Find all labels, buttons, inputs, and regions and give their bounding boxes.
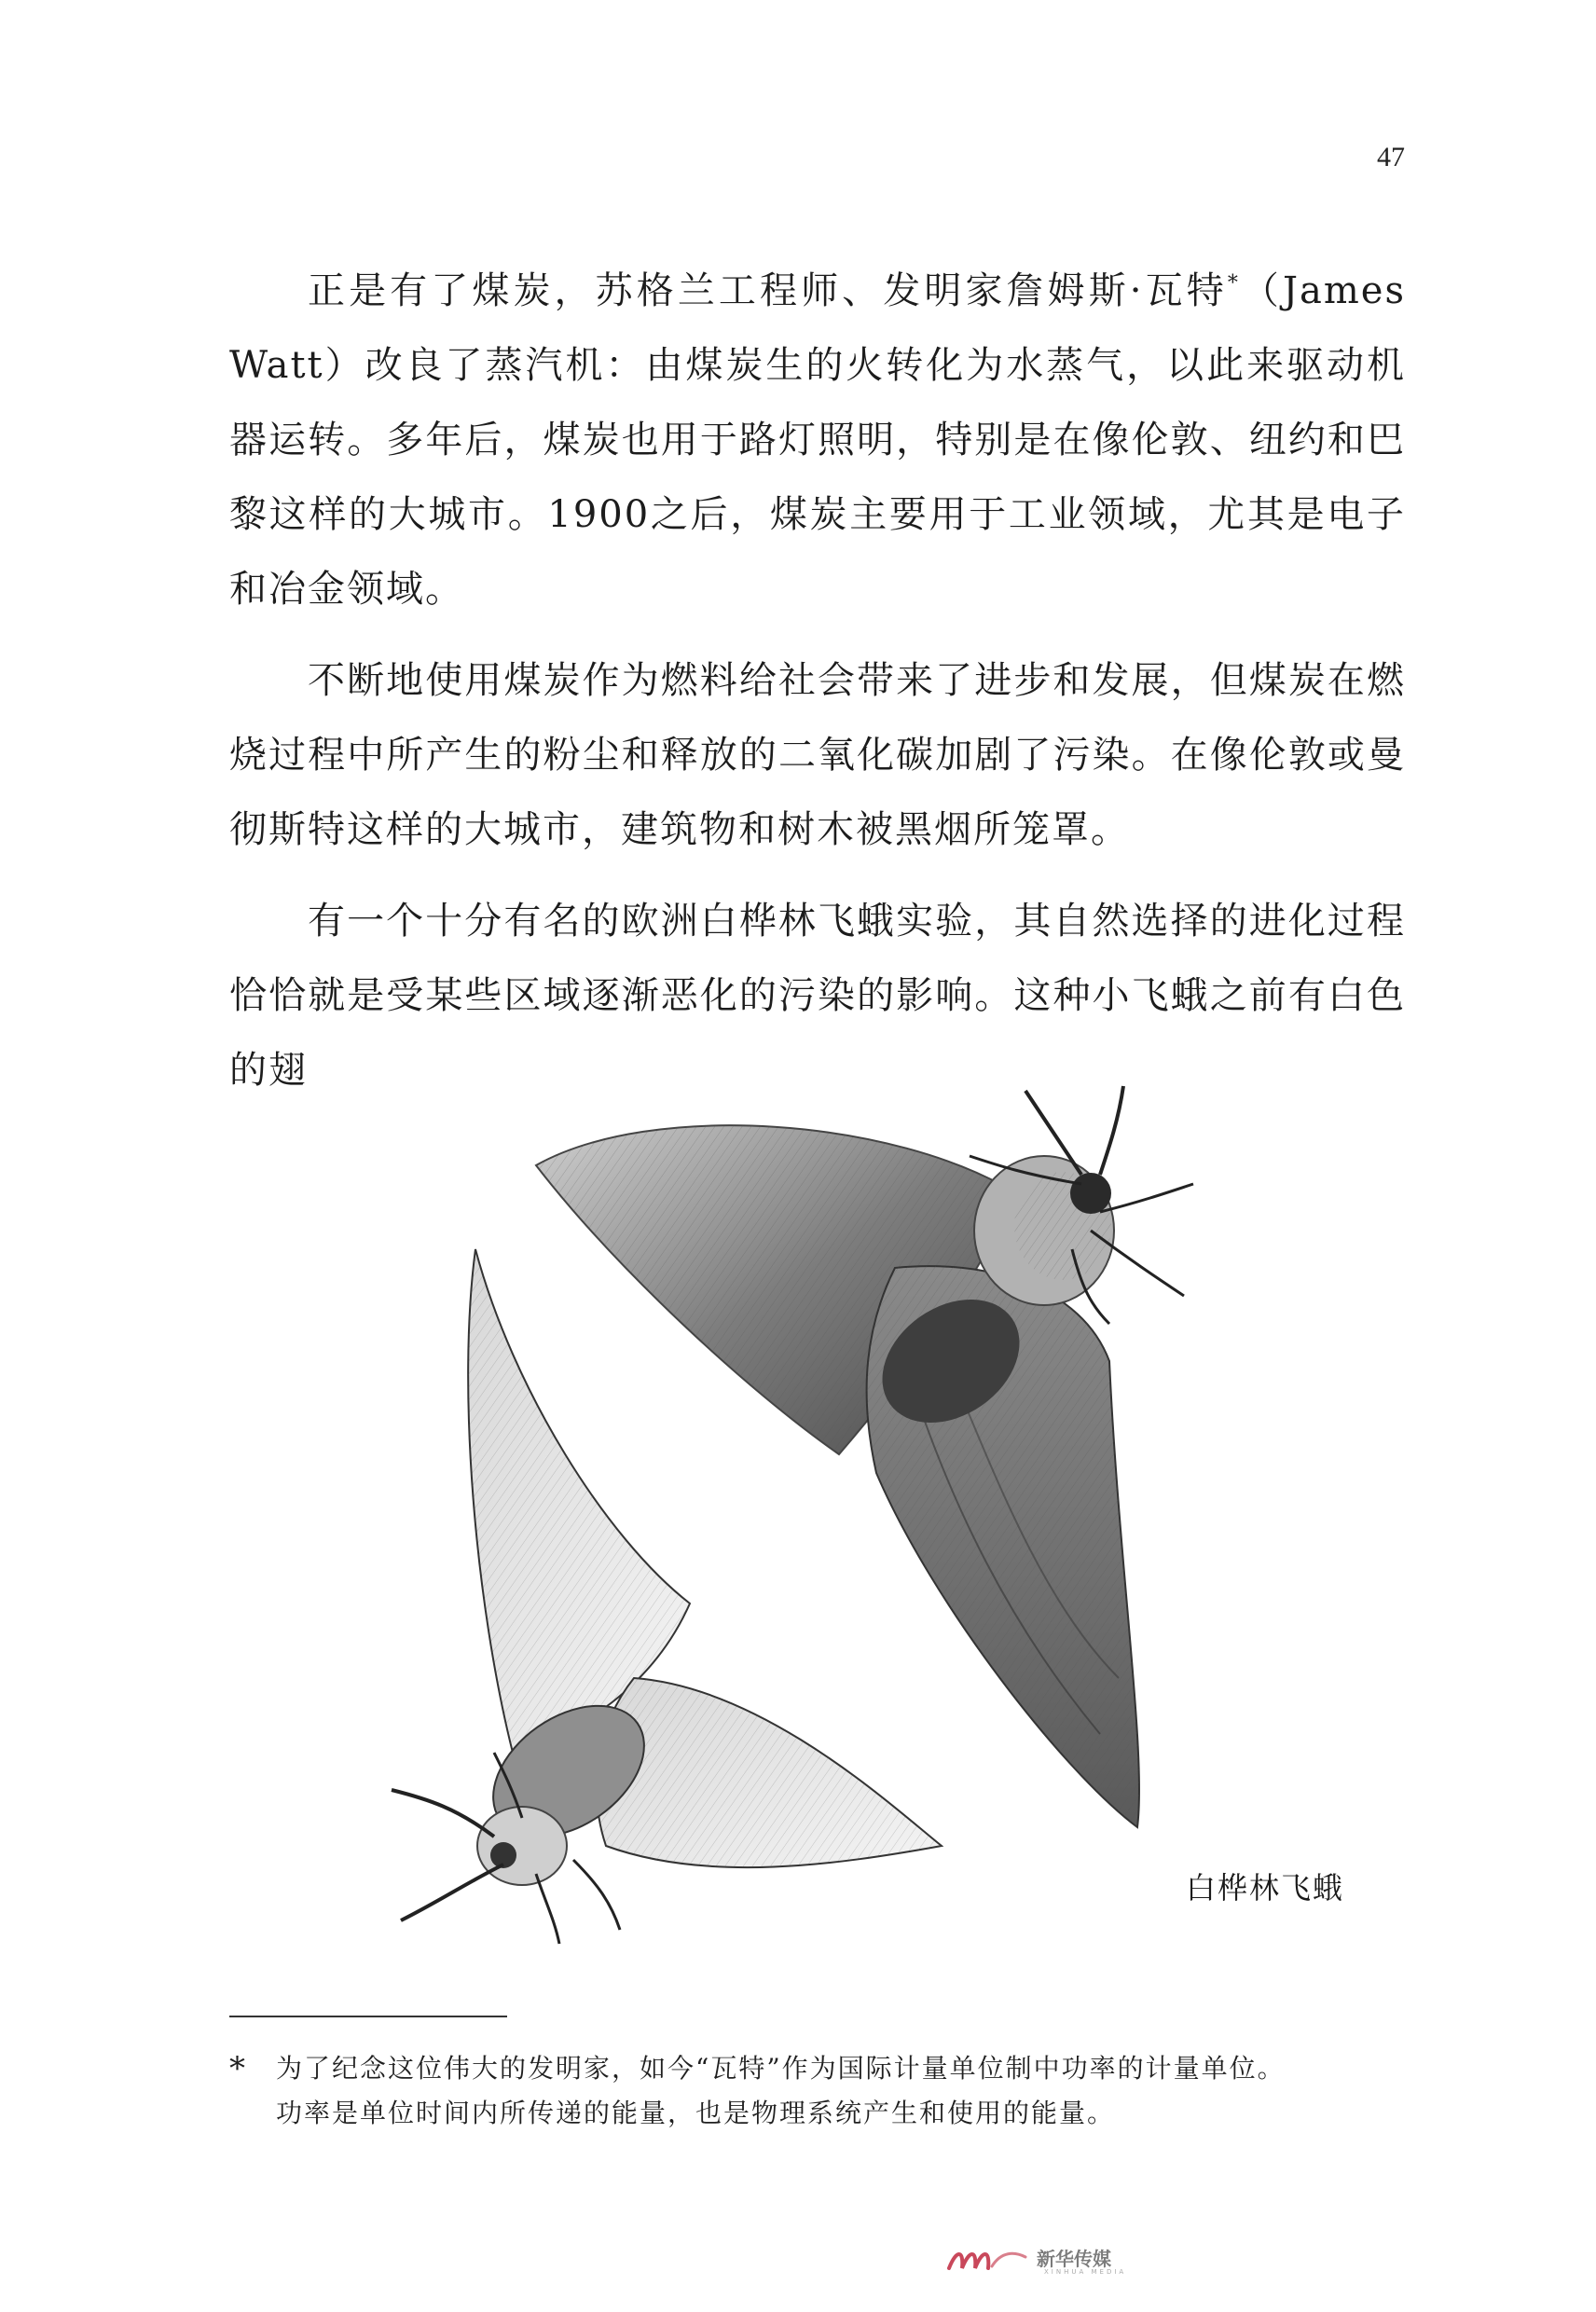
paragraph-text: 正是有了煤炭，苏格兰工程师、发明家詹姆斯·瓦特 (308, 269, 1228, 312)
publisher-logo (943, 2240, 1130, 2283)
footnote-reference: * (1227, 271, 1240, 296)
publisher-name: 新华传媒 (1037, 2248, 1111, 2270)
body-text (229, 254, 1406, 1124)
moth-illustration (373, 1081, 1268, 1948)
figure-caption: 白桦林飞蛾 (1186, 1870, 1345, 1906)
paragraph-text: （James Watt）改良了蒸汽机：由煤炭生的火转化为水蒸气，以此来驱动机器运转。多年后，煤炭也用于路灯照明，特别是在像伦敦、纽约和巴黎这样的大城市。1900之后，煤炭主要用于工业领域，尤其是电子和冶金领域。 (229, 269, 1407, 611)
paragraph (229, 254, 1406, 626)
paragraph: 有一个十分有名的欧洲白桦林飞蛾实验，其自然选择的进化过程恰恰就是受某些区域逐渐恶化的污染的影响。这种小飞蛾之前有白色的翅 (229, 900, 1406, 1092)
footnote-line: 为了纪念这位伟大的发明家，如今“瓦特”作为国际计量单位制中功率的计量单位。 (276, 2053, 1286, 2084)
footnote-text (276, 2046, 1441, 2136)
publisher-name-en: XINHUA MEDIA (1044, 2268, 1127, 2276)
page-number: 47 (1377, 142, 1405, 172)
paragraph: 不断地使用煤炭作为燃料给社会带来了进步和发展，但煤炭在燃烧过程中所产生的粉尘和释放的二氧化碳加剧了污染。在像伦敦或曼彻斯特这样的大城市，建筑物和树木被黑烟所笼罩。 (229, 659, 1406, 851)
footnote (229, 2046, 1441, 2136)
publisher-logo-mark-icon (943, 2240, 1033, 2278)
footnote-divider (229, 2016, 507, 2017)
footnote-line: 功率是单位时间内所传递的能量，也是物理系统产生和使用的能量。 (276, 2098, 1116, 2128)
footnote-marker: * (229, 2050, 247, 2087)
